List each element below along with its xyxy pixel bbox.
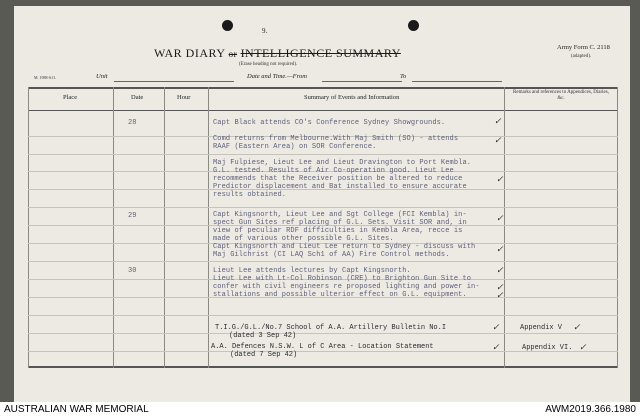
entry-line: Lieut Lee with Lt-Col Robinson (CRE) to Brighton Gun Site to xyxy=(213,275,472,283)
appendix-line: A.A. Defences N.S.W. L of C Area - Location Statement xyxy=(211,343,434,351)
col-border-summary xyxy=(504,87,505,368)
table-bottom-rule xyxy=(28,366,618,368)
entry-date: 30 xyxy=(128,267,137,275)
entry-date: 29 xyxy=(128,212,137,220)
footer-accession-number: AWM2019.366.1980 xyxy=(545,404,636,415)
row-rule xyxy=(28,315,618,316)
check-mark-icon: ✓ xyxy=(492,322,500,332)
col-border-date xyxy=(164,87,165,368)
punch-hole-left xyxy=(222,20,233,31)
check-mark-icon: ✓ xyxy=(492,342,500,352)
unit-label: Unit xyxy=(96,73,108,80)
table-top-rule xyxy=(28,87,618,89)
title-war-diary: WAR DIARY xyxy=(154,46,226,60)
entry-line: Capt Kingsnorth, Lieut Lee and Sgt College (FCI Kembla) in- xyxy=(213,211,467,219)
check-mark-icon: ✓ xyxy=(496,290,504,300)
appendix-ref: Appendix V xyxy=(520,324,563,332)
entry-line: recommends that the Receiver position be altered to reduce xyxy=(213,175,463,183)
check-mark-icon: ✓ xyxy=(573,322,581,332)
entry-line: Lieut Lee attends lectures by Capt Kingsnorth. xyxy=(213,267,411,275)
entry-line: Comd returns from Melbourne.With Maj Smith (SO) - attends xyxy=(213,135,459,143)
army-form-sub: (adapted). xyxy=(571,54,592,59)
col-header-summary: Summary of Events and Information xyxy=(304,94,400,101)
appendix-line: (dated 3 Sep 42) xyxy=(229,332,297,340)
page-number: 9. xyxy=(262,27,268,35)
col-border-left xyxy=(28,87,29,368)
entry-line: made of various other possible G.L. Sites. xyxy=(213,235,394,243)
to-label: To xyxy=(400,73,407,80)
row-rule xyxy=(28,154,618,155)
row-rule xyxy=(28,261,618,262)
title-or: or xyxy=(228,49,238,59)
col-border-right xyxy=(617,87,618,368)
diary-page xyxy=(14,6,630,402)
title-struck: INTELLIGENCE SUMMARY xyxy=(240,46,401,60)
entry-line: Maj Fulpiese, Lieut Lee and Lieut Dravington to Port Kembla. xyxy=(213,159,472,167)
entry-line: G.L. tested. Results of Air Co-operation good. Lieut Lee xyxy=(213,167,454,175)
col-header-hour: Hour xyxy=(177,94,191,101)
appendix-line: T.I.G./G.L./No.7 School of A.A. Artillery Bulletin No.I xyxy=(215,324,447,332)
check-mark-icon: ✓ xyxy=(496,174,504,184)
check-mark-icon: ✓ xyxy=(494,135,502,145)
col-header-place: Place xyxy=(63,94,78,101)
col-header-date: Date xyxy=(131,94,144,101)
appendix-line: (dated 7 Sep 42) xyxy=(230,351,298,359)
check-mark-icon: ✓ xyxy=(494,116,502,126)
from-line xyxy=(322,81,402,82)
appendix-ref: Appendix VI. xyxy=(522,344,573,352)
entry-line: results obtained. xyxy=(213,191,287,199)
entry-line: Capt Black attends CO's Conference Sydney Showgrounds. xyxy=(213,119,446,127)
entry-line: Predictor displacement and Bat installed to ensure accurate xyxy=(213,183,467,191)
title-note: (Erase heading not required). xyxy=(239,62,298,67)
col-border-place xyxy=(113,87,114,368)
entry-line: spect Gun Sites ref placing of G.L. Sets. Visit SOR and, in xyxy=(213,219,467,227)
entry-line: view of peculiar RDF difficulties in Kembla Area, recce is xyxy=(213,227,463,235)
header-rule xyxy=(28,110,618,111)
check-mark-icon: ✓ xyxy=(496,213,504,223)
entry-line: confer with civil engineers re proposed lighting and power in- xyxy=(213,283,480,291)
punch-hole-right xyxy=(408,20,419,31)
to-line xyxy=(412,81,502,82)
entry-line: Maj Gilchrist (CI LAQ Sch1 of AA) Fire Control methods. xyxy=(213,251,450,259)
footer-institution: AUSTRALIAN WAR MEMORIAL xyxy=(4,404,149,415)
army-form-label: Army Form C. 2118 xyxy=(557,44,610,51)
check-mark-icon: ✓ xyxy=(496,244,504,254)
check-mark-icon: ✓ xyxy=(496,282,504,292)
row-rule xyxy=(28,207,618,208)
check-mark-icon: ✓ xyxy=(579,342,587,352)
entry-line: RAAF (Eastern Area) on SOR Conference. xyxy=(213,143,377,151)
col-border-hour xyxy=(208,87,209,368)
page-title xyxy=(154,46,401,61)
entry-date: 28 xyxy=(128,119,137,127)
entry-line: Capt Kingsnorth and Lieut Lee return to Sydney - discuss with xyxy=(213,243,476,251)
col-header-remarks: Remarks and references to Appendices, Diaries, &c. xyxy=(513,90,609,101)
date-time-label: Date and Time.—From xyxy=(247,73,307,80)
entry-line: stallations and possible ulterior effect on G.L. equipment. xyxy=(213,291,467,299)
row-rule xyxy=(28,333,618,334)
unit-line xyxy=(114,81,234,82)
check-mark-icon: ✓ xyxy=(496,265,504,275)
form-code: M. 1988-S.O. xyxy=(34,75,57,80)
archive-footer xyxy=(0,402,640,418)
